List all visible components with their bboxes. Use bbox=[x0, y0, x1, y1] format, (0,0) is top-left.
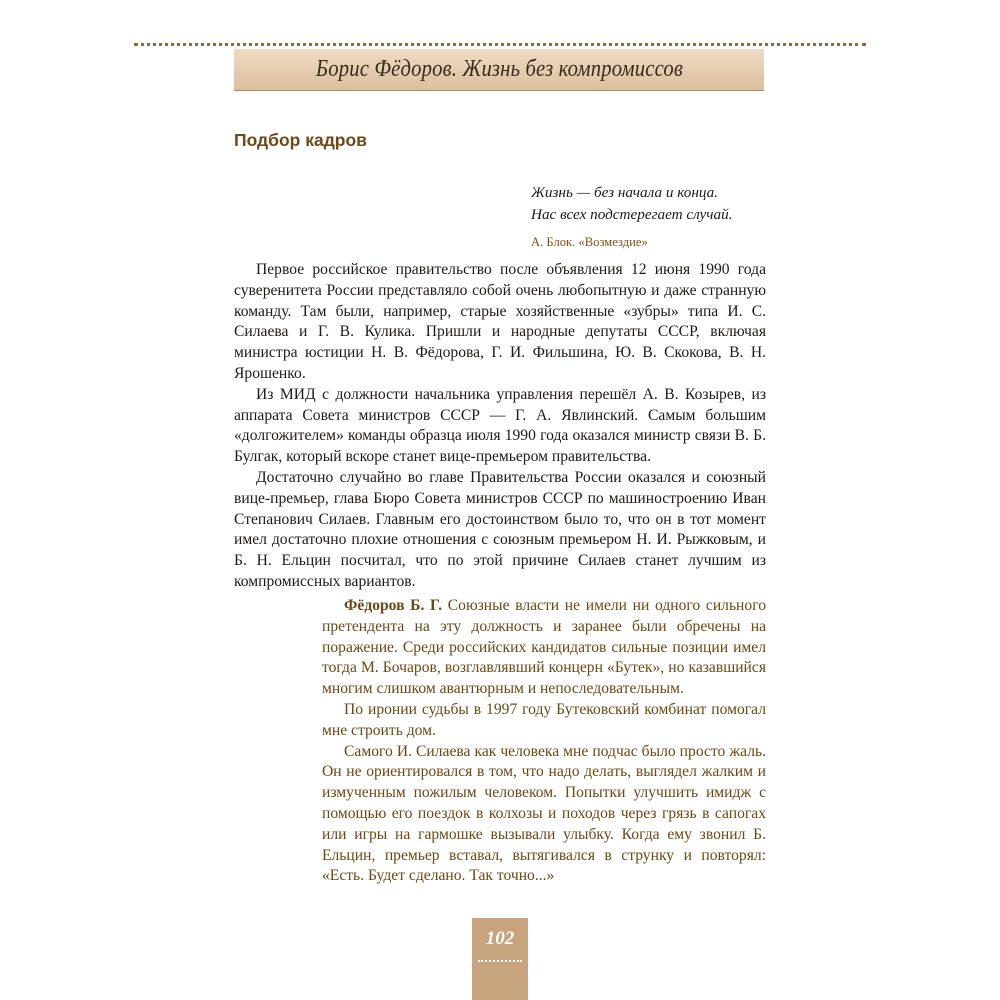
header-dotted-rule bbox=[134, 43, 866, 46]
epigraph-line: Нас всех подстерегает случай. bbox=[531, 206, 733, 223]
epigraph bbox=[531, 182, 771, 253]
quote-paragraph bbox=[322, 596, 766, 700]
body-paragraph: Достаточно случайно во главе Правительства России оказался и союзный вице-премьер, глава Бюро Совета министров СССР по машиностроению Иван Степанович Силаев. Главным его достоинством было то, что он в тот момент имел достаточно плохие отношения с союзным премьером Н. И. Рыжковым, и Б. Н. Ельцин посчитал, что по этой причине Силаев станет лучшим из компромиссных вариантов. bbox=[234, 468, 766, 590]
section-title: Подбор кадров bbox=[234, 130, 367, 150]
body-text bbox=[234, 260, 766, 593]
body-paragraph: Первое российское правительство после объявления 12 июня 1990 года суверенитета России представляло собой очень любопытную и даже странную команду. Там были, например, старые хозяйственные «зубры» типа И. С. Силаева и Г. В. Кулика. Пришли и народные депутаты СССР, включая министра юстиции Н. В. Фёдорова, Г. И. Фильшина, Ю. В. Скокова, В. Н. Ярошенко. bbox=[234, 261, 766, 382]
quote-first-text: Союзные власти не имели ни одного сильного претендента на эту должность и заранее были обречены на поражение. Среди российских кандидатов сильные позиции имел тогда М. Бочаров, возглавлявший концерн «Бутек», но казавшийся многим слишком авантюрным и непоследовательным. bbox=[322, 597, 766, 698]
page-number: 102 bbox=[485, 928, 515, 949]
quote-paragraph: Самого И. Силаева как человека мне подчас было просто жаль. Он не ориентировался в том, что надо делать, выглядел жалким и измученным пожилым человеком. Попытки улучшить имидж с помощью его поездок в колхозы и походов через грязь в сапогах или игры на гармошке вызывали улыбку. Когда ему звонил Б. Ельцин, премьер вставал, вытягивался в струнку и повторял: «Есть. Будет сделано. Так точно...» bbox=[322, 742, 766, 885]
body-paragraph: Из МИД с должности начальника управления перешёл А. В. Козырев, из аппарата Совета министров СССР — Г. А. Явлинский. Самым большим «долгожителем» команды образца июля 1990 года оказался министр связи В. Б. Булгак, который вскоре станет вице-премьером правительства. bbox=[234, 385, 766, 466]
epigraph-source: А. Блок. «Возмездие» bbox=[531, 235, 648, 249]
page-number-dotted-rule bbox=[478, 960, 522, 962]
epigraph-line: Жизнь — без начала и конца. bbox=[531, 184, 719, 201]
quote-block bbox=[322, 596, 766, 887]
quote-paragraph: По иронии судьбы в 1997 году Бутековский комбинат помогал мне строить дом. bbox=[322, 700, 766, 739]
running-title: Борис Фёдоров. Жизнь без компромиссов bbox=[315, 56, 683, 82]
running-header bbox=[234, 49, 764, 91]
quote-author: Фёдоров Б. Г. bbox=[344, 597, 443, 614]
page-number-box bbox=[472, 918, 528, 1000]
